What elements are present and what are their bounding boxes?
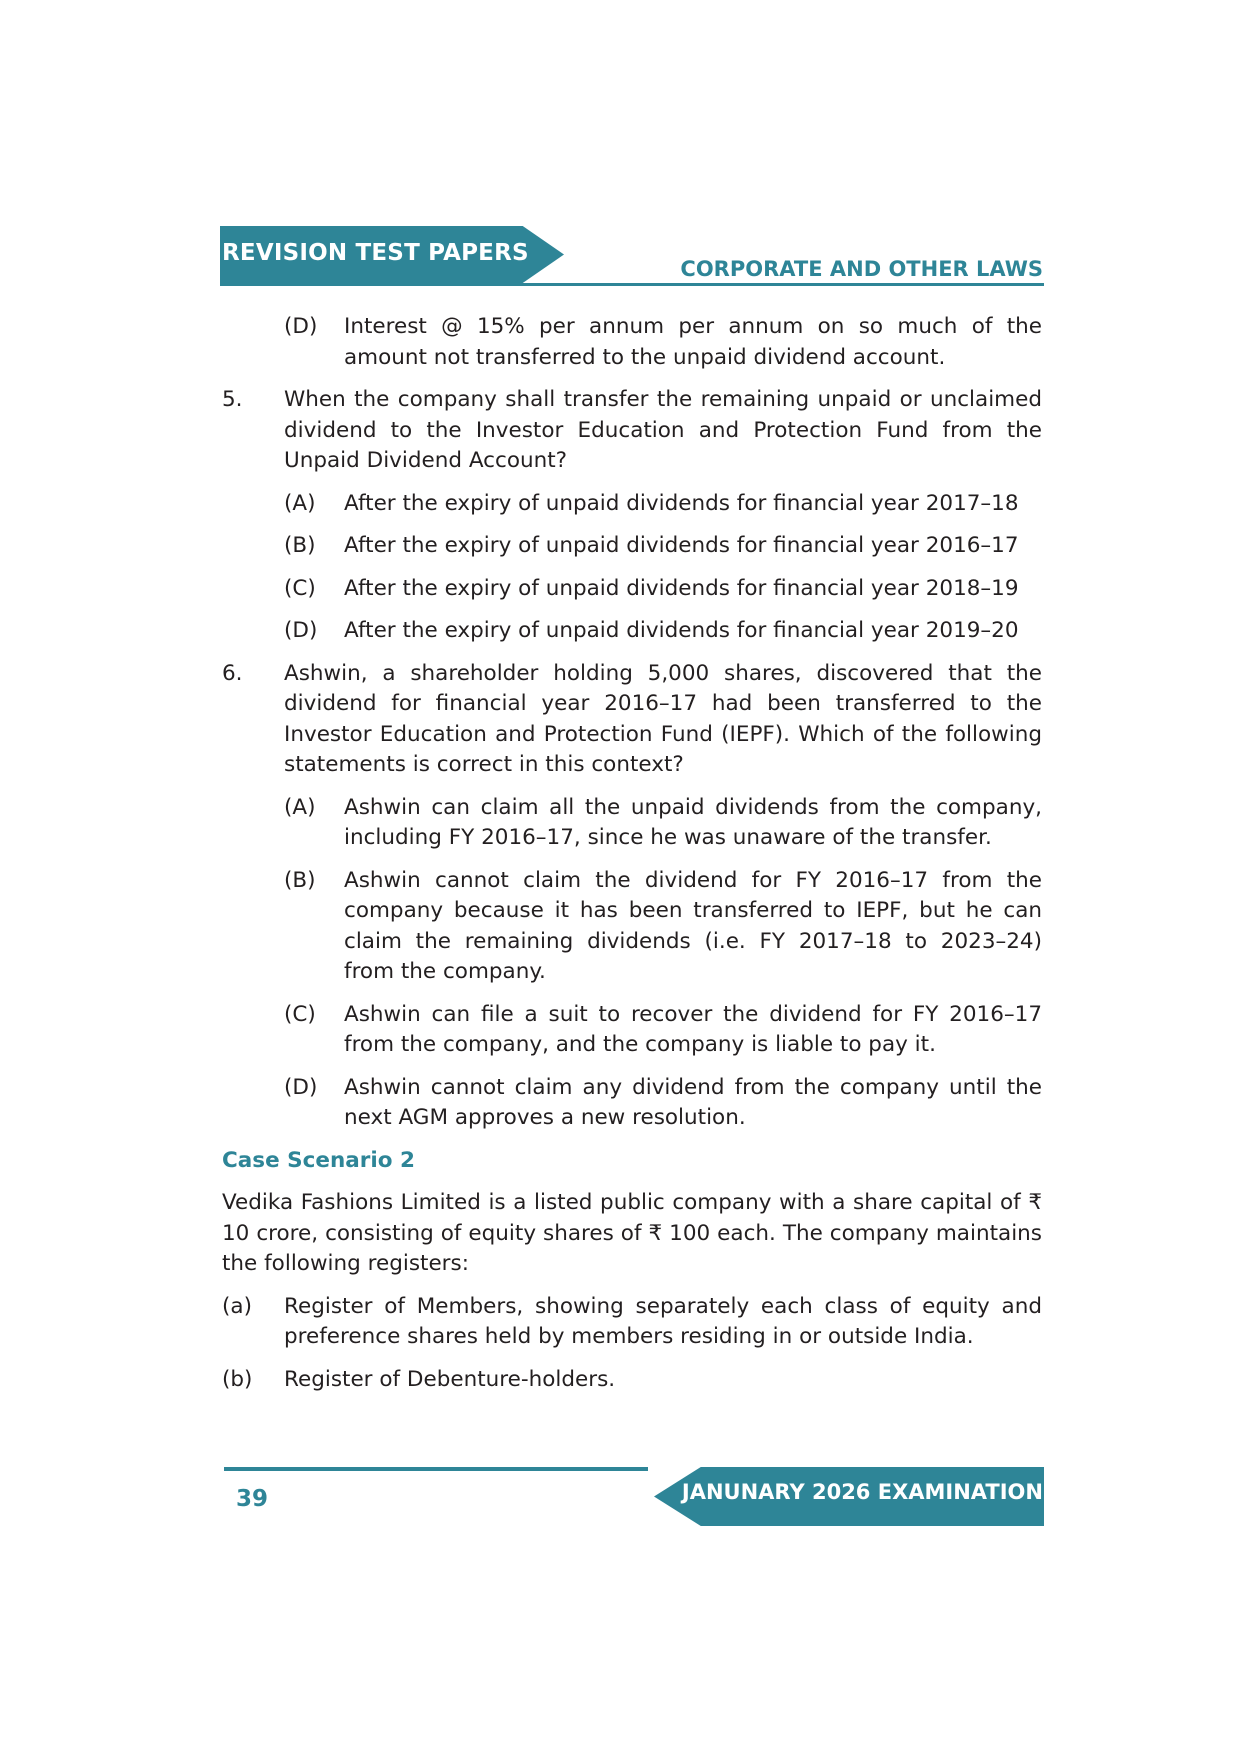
question-5 <box>222 385 1042 477</box>
question-text: Ashwin, a shareholder holding 5,000 shares, discovered that the dividend for financial year 2016–17 had been transferred to the Investor Education and Protection Fund (IEPF). Which of the following statements is correct in this context? <box>284 660 1042 777</box>
option-label: (B) <box>284 867 316 893</box>
q6-option-b <box>284 866 1042 988</box>
question-text: When the company shall transfer the remaining unpaid or unclaimed dividend to the Investor Education and Protection Fund from the Unpaid Dividend Account? <box>284 387 1042 473</box>
option-text: After the expiry of unpaid dividends for financial year 2018–19 <box>344 575 1019 601</box>
q5-option-d <box>284 616 1042 647</box>
option-text: After the expiry of unpaid dividends for financial year 2019–20 <box>344 618 1019 643</box>
case-intro: Vedika Fashions Limited is a listed public company with a share capital of ₹ 10 crore, consisting of equity shares of ₹ 100 each. The company maintains the following registers: <box>222 1190 1042 1276</box>
page-number: 39 <box>236 1486 269 1512</box>
option-text: Ashwin can claim all the unpaid dividends from the company, including FY 2016–17, since he was unaware of the transfer. <box>344 794 1042 850</box>
question-number: 6. <box>222 660 243 686</box>
option-text: Interest @ 15% per annum per annum on so much of the amount not transferred to the unpaid dividend account. <box>344 314 1042 370</box>
register-item-b <box>222 1365 1042 1396</box>
header-subject: CORPORATE AND OTHER LAWS <box>680 257 1043 281</box>
option-label: (A) <box>284 794 316 820</box>
q5-option-c <box>284 574 1042 605</box>
q6-option-a <box>284 793 1042 854</box>
item-label: (a) <box>222 1293 252 1319</box>
item-text: Register of Debenture-holders. <box>284 1366 616 1392</box>
footer-divider <box>224 1467 648 1471</box>
question-number: 5. <box>222 387 243 412</box>
item-text: Register of Members, showing separately each class of equity and preference shares held by members residing in or outside India. <box>284 1293 1042 1349</box>
q5-option-b <box>284 531 1042 562</box>
footer-exam-label: JANUNARY 2026 EXAMINATION <box>681 1480 1043 1504</box>
option-label: (B) <box>284 533 316 558</box>
header-title: REVISION TEST PAPERS <box>222 240 529 266</box>
option-text: Ashwin can file a suit to recover the dividend for FY 2016–17 from the company, and the company is liable to pay it. <box>344 1001 1042 1057</box>
q4-option-d <box>284 312 1042 373</box>
option-text: Ashwin cannot claim the dividend for FY 2016–17 from the company because it has been transferred to IEPF, but he can claim the remaining dividends (i.e. FY 2017–18 to 2023–24) from the company. <box>344 867 1042 984</box>
header-divider <box>220 283 1044 286</box>
option-label: (D) <box>284 314 318 339</box>
option-text: After the expiry of unpaid dividends for financial year 2016–17 <box>344 533 1019 558</box>
option-label: (D) <box>284 618 318 643</box>
q6-option-c <box>284 1000 1042 1061</box>
option-label: (D) <box>284 1074 318 1100</box>
q6-option-d <box>284 1073 1042 1134</box>
case-scenario-title: Case Scenario 2 <box>222 1147 415 1173</box>
item-label: (b) <box>222 1366 253 1392</box>
option-label: (A) <box>284 490 316 516</box>
page-content <box>222 312 1042 1395</box>
register-item-a <box>222 1292 1042 1353</box>
option-label: (C) <box>284 1001 316 1027</box>
question-6 <box>222 659 1042 781</box>
q5-option-a <box>284 489 1042 520</box>
option-text: After the expiry of unpaid dividends for financial year 2017–18 <box>344 490 1019 516</box>
option-text: Ashwin cannot claim any dividend from the company until the next AGM approves a new resolution. <box>344 1074 1042 1130</box>
option-label: (C) <box>284 575 316 601</box>
